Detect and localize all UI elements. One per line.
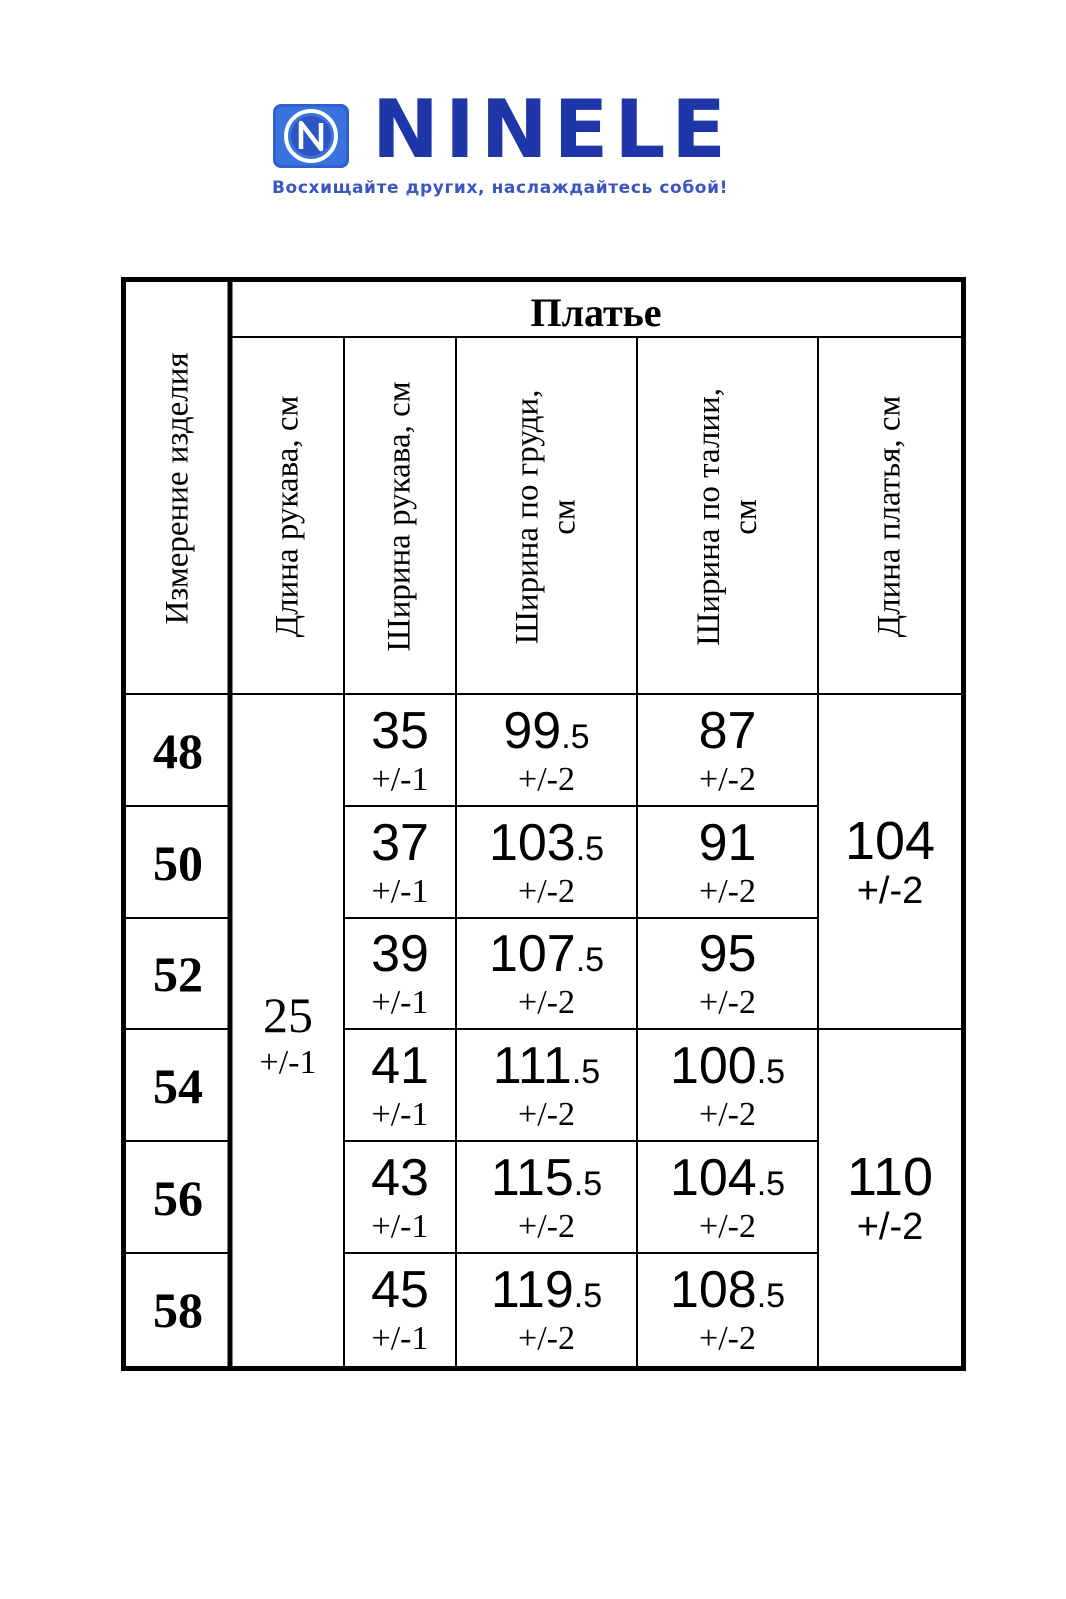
size-cell-58: 58 [153,1282,203,1338]
waist-width-cell: 100.5 +/-2 [669,1036,786,1133]
dress-length-cell: 110 +/-2 [846,1147,934,1248]
column-header-sleeve-width: Ширина рукава, см [381,381,418,652]
chest-width-cell: 107.5 +/-2 [488,925,605,1021]
chest-width-cell: 103.5 +/-2 [488,813,605,910]
waist-width-cell: 104.5 +/-2 [669,1148,786,1245]
column-header-waist-width: Ширина по талии, см [690,387,764,646]
dress-length-cell: 104 +/-2 [844,811,936,912]
brand-logo [272,83,777,208]
sleeve-width-cell: 35 +/-1 [371,701,429,798]
size-cell-50: 50 [153,834,203,891]
column-header-sleeve-length: Длина рукава, см [269,395,306,638]
chest-width-cell: 119.5 +/-2 [490,1261,603,1357]
chest-width-cell: 99.5 +/-2 [503,701,590,798]
sleeve-length-cell: 25 +/-1 [259,986,317,1081]
waist-width-cell: 91 +/-2 [698,813,757,910]
row-header-label: Измерение изделия [159,351,196,625]
column-header-dress-length: Длина платья, см [871,395,908,638]
row-header-cell [126,282,230,694]
size-cell-52: 52 [153,946,203,1002]
sleeve-width-cell: 39 +/-1 [371,925,429,1021]
sleeve-width-cell: 43 +/-1 [371,1148,429,1245]
waist-width-cell: 95 +/-2 [698,925,757,1021]
sleeve-width-cell: 45 +/-1 [371,1261,429,1357]
chest-width-cell: 111.5 +/-2 [492,1036,601,1133]
size-cell-48: 48 [153,722,203,779]
chest-width-cell: 115.5 +/-2 [490,1148,603,1245]
size-cell-54: 54 [153,1057,203,1114]
product-title: Платье [530,289,662,335]
ninele-n-logo-icon [272,103,350,169]
size-cell-56: 56 [153,1169,203,1226]
brand-name: NINELE [372,83,732,176]
brand-tagline: Восхищайте других, наслаждайтесь собой! [272,178,728,198]
waist-width-cell: 108.5 +/-2 [669,1261,786,1357]
waist-width-cell: 87 +/-2 [698,701,757,798]
sleeve-width-cell: 37 +/-1 [371,813,429,910]
sleeve-width-cell: 41 +/-1 [371,1036,429,1133]
column-header-chest-width: Ширина по груди, см [509,389,583,644]
